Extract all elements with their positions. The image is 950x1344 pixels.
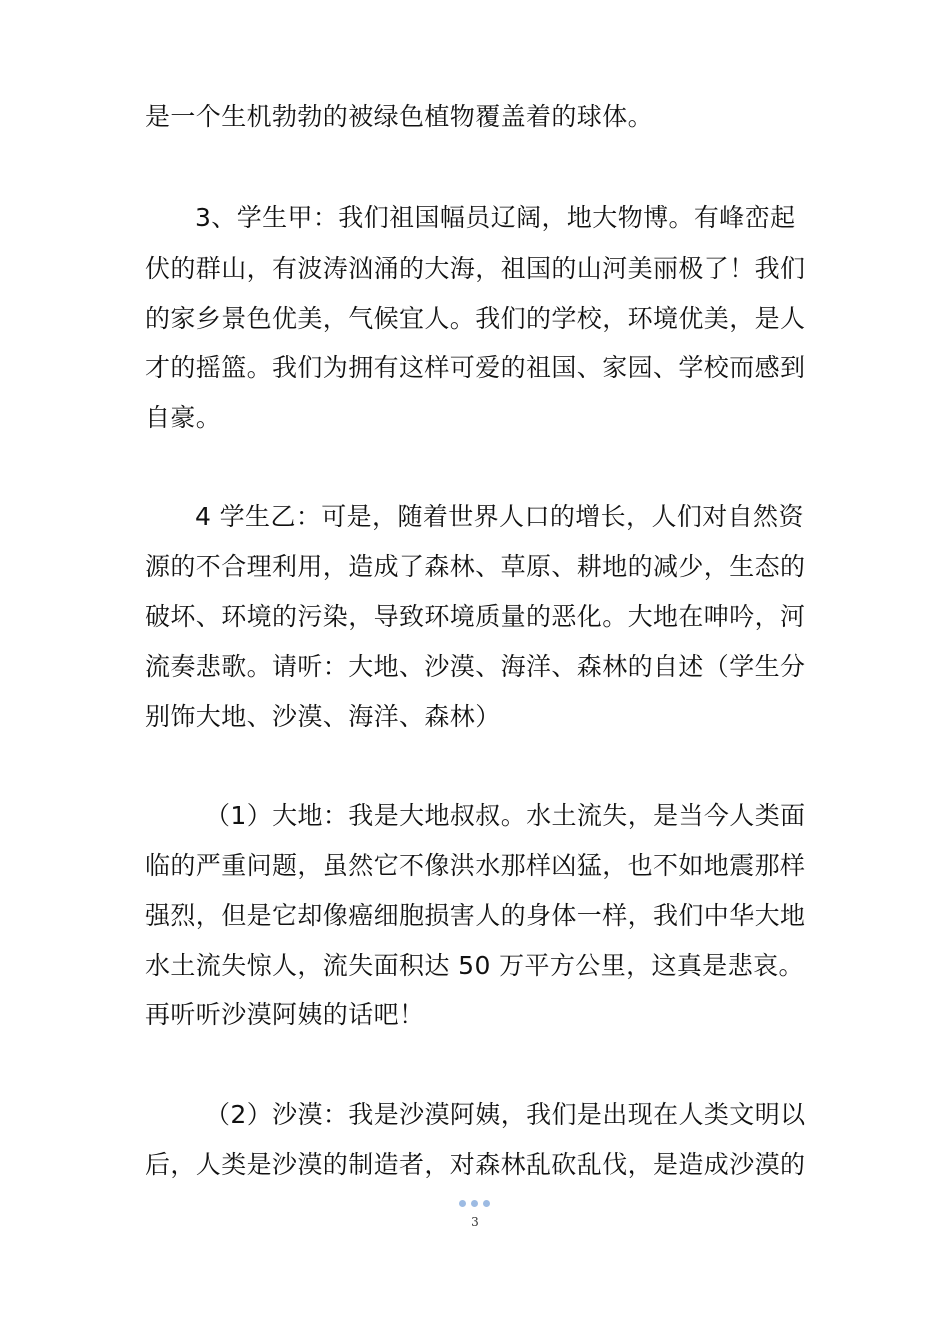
dot-icon — [459, 1200, 466, 1207]
paragraph-line: 伏的群山，有波涛汹涌的大海，祖国的山河美丽极了！我们 — [145, 254, 806, 283]
paragraph-line: 破坏、环境的污染，导致环境质量的恶化。大地在呻吟，河 — [145, 602, 806, 631]
dot-icon — [471, 1200, 478, 1207]
paragraph-line: 流奏悲歌。请听：大地、沙漠、海洋、森林的自述（学生分 — [145, 652, 806, 681]
paragraph-line: （2）沙漠：我是沙漠阿姨，我们是出现在人类文明以 — [205, 1100, 806, 1129]
paragraph-line: 源的不合理利用，造成了森林、草原、耕地的减少，生态的 — [145, 552, 806, 581]
paragraph-line: 3、学生甲：我们祖国幅员辽阔，地大物博。有峰峦起 — [195, 203, 796, 232]
paragraph-line: 临的严重问题，虽然它不像洪水那样凶猛，也不如地震那样 — [145, 851, 806, 880]
dot-icon — [483, 1200, 490, 1207]
paragraph-line: 是一个生机勃勃的被绿色植物覆盖着的球体。 — [145, 102, 654, 131]
paragraph-line: 4 学生乙：可是，随着世界人口的增长，人们对自然资 — [195, 502, 804, 531]
paragraph-line: 强烈，但是它却像癌细胞损害人的身体一样，我们中华大地 — [145, 901, 806, 930]
paragraph-line: 的家乡景色优美，气候宜人。我们的学校，环境优美，是人 — [145, 304, 806, 333]
paragraph-line: 后，人类是沙漠的制造者，对森林乱砍乱伐，是造成沙漠的 — [145, 1150, 806, 1179]
paragraph-line: 再听听沙漠阿姨的话吧！ — [145, 1000, 425, 1029]
paragraph-line: 才的摇篮。我们为拥有这样可爱的祖国、家园、学校而感到 — [145, 353, 806, 382]
paragraph-line: 自豪。 — [145, 403, 222, 432]
paragraph-line: 水土流失惊人，流失面积达 50 万平方公里，这真是悲哀。 — [145, 951, 804, 980]
paragraph-line: 别饰大地、沙漠、海洋、森林） — [145, 702, 501, 731]
page-number: 3 — [471, 1215, 479, 1229]
paragraph-line: （1）大地：我是大地叔叔。水土流失，是当今人类面 — [205, 801, 806, 830]
page-separator-dots — [459, 1200, 499, 1210]
